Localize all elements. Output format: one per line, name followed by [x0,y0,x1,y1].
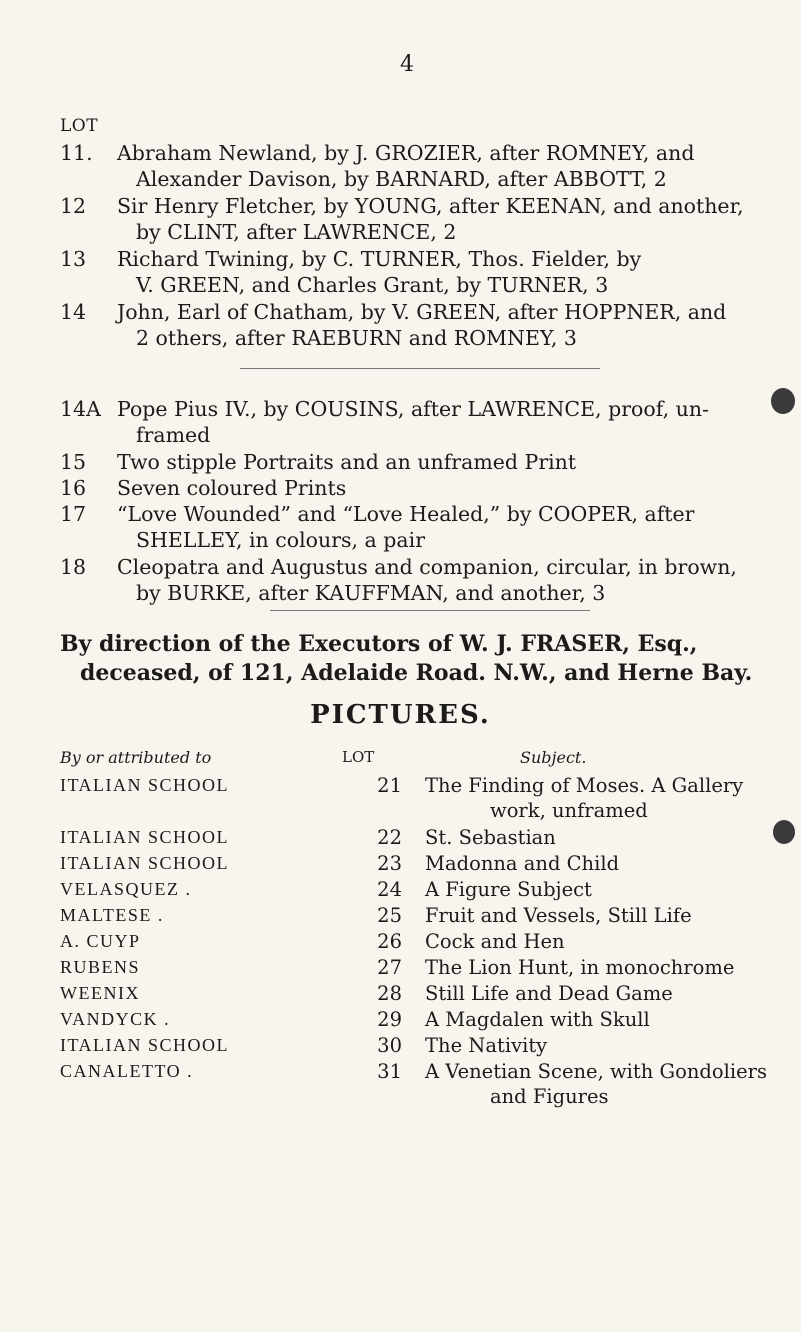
subject-column-header: Subject. [520,748,587,767]
artist-column-header: By or attributed to [60,748,212,767]
artist-cell: ITALIAN SCHOOL [60,827,230,847]
artist-cell: ITALIAN SCHOOL [60,1035,230,1055]
lot-cell: 23 [377,852,402,875]
lot-description: Seven coloured Prints [117,476,347,500]
lot-description-cont: framed [136,423,211,447]
subject-cell [425,1059,785,1109]
lot-cell: 29 [377,1008,402,1031]
subject-cell: A Figure Subject [425,878,592,901]
lot-entry [60,449,780,475]
artist-cell: MALTESE . [60,905,164,925]
artist-cell: VANDYCK . [60,1009,171,1029]
lot-description: Pope Pius IV., by COUSINS, after LAWRENCE, proof, un- [117,397,709,421]
lot-cell: 28 [377,982,402,1005]
lot-cell: 22 [377,826,402,849]
lot-entry [60,554,780,606]
lot-cell: 21 [377,774,402,797]
table-row [60,1007,780,1032]
lot-description: Richard Twining, by C. TURNER, Thos. Fielder, by [117,247,642,271]
page-number: 4 [400,52,414,77]
artist-cell: VELASQUEZ . [60,879,192,899]
lot-description-cont: SHELLEY, in colours, a pair [136,528,425,552]
subject-cell: St. Sebastian [425,826,556,849]
lot-column-header: LOT [60,116,99,136]
lot-entry [60,299,780,351]
lot-number: 16 [60,476,87,500]
lot-description: John, Earl of Chatham, by V. GREEN, after HOPPNER, and [117,300,727,324]
lot-entry [60,501,780,553]
subject-cell: Still Life and Dead Game [425,982,673,1005]
table-row [60,1033,780,1058]
lot-cell: 31 [377,1060,402,1083]
lot-number: 13 [60,247,87,271]
lot-entry [60,193,780,245]
artist-cell: CANALETTO . [60,1061,194,1081]
subject-cell: Cock and Hen [425,930,565,953]
divider [270,610,590,611]
subject-text: A Venetian Scene, with Gondoliers [425,1060,767,1083]
lot-entry [60,140,780,192]
subject-cell [425,773,785,823]
lot-column-header: LOT [342,748,375,766]
direction-line: deceased, of 121, Adelaide Road. N.W., and Herne Bay. [80,660,753,686]
binding-hole-mark [771,388,795,414]
lot-number: 12 [60,194,87,218]
artist-cell: ITALIAN SCHOOL [60,775,230,795]
subject-cont: and Figures [490,1085,609,1108]
lot-description: Sir Henry Fletcher, by YOUNG, after KEENAN, and another, [117,194,744,218]
table-row [60,981,780,1006]
lot-description-cont: Alexander Davison, by BARNARD, after ABBOTT, 2 [136,167,667,191]
table-row [60,1059,780,1108]
artist-cell: RUBENS [60,957,141,977]
direction-line: By direction of the Executors of W. J. FRASER, Esq., [60,631,698,657]
lot-description-cont: V. GREEN, and Charles Grant, by TURNER, 3 [136,273,609,297]
lot-cell: 26 [377,930,402,953]
table-row [60,851,780,876]
lot-description: Two stipple Portraits and an unframed Print [117,450,577,474]
lot-description: Abraham Newland, by J. GROZIER, after ROMNEY, and [117,141,695,165]
table-row [60,929,780,954]
section-title: PICTURES. [310,700,491,730]
divider [240,368,600,369]
table-row [60,773,780,822]
lot-description-cont: by CLINT, after LAWRENCE, 2 [136,220,457,244]
table-row [60,955,780,980]
lot-cell: 27 [377,956,402,979]
artist-cell: ITALIAN SCHOOL [60,853,230,873]
subject-cell: A Magdalen with Skull [425,1008,650,1031]
artist-cell: WEENIX [60,983,140,1003]
subject-cell: The Lion Hunt, in monochrome [425,956,735,979]
lot-cell: 24 [377,878,402,901]
lot-entry [60,396,780,448]
direction-notice [60,630,780,688]
lot-description-cont: 2 others, after RAEBURN and ROMNEY, 3 [136,326,577,350]
lot-number: 11. [60,141,93,165]
subject-cell: Fruit and Vessels, Still Life [425,904,692,927]
lot-number: 18 [60,555,87,579]
subject-text: The Finding of Moses. A Gallery [425,774,744,797]
lot-number: 17 [60,502,87,526]
lot-entry [60,246,780,298]
subject-cell: Madonna and Child [425,852,620,875]
artist-cell: A. CUYP [60,931,141,951]
lot-number: 14A [60,397,101,421]
binding-hole-mark [773,820,795,844]
table-row [60,877,780,902]
lot-cell: 30 [377,1034,402,1057]
table-row [60,825,780,850]
lot-description-cont: by BURKE, after KAUFFMAN, and another, 3 [136,581,606,605]
lot-number: 14 [60,300,87,324]
table-row [60,903,780,928]
lot-entry [60,475,780,501]
subject-cont: work, unframed [490,799,648,822]
lot-cell: 25 [377,904,402,927]
lot-number: 15 [60,450,87,474]
subject-cell: The Nativity [425,1034,548,1057]
lot-description: “Love Wounded” and “Love Healed,” by COOPER, after [117,502,695,526]
lot-description: Cleopatra and Augustus and companion, circular, in brown, [117,555,737,579]
